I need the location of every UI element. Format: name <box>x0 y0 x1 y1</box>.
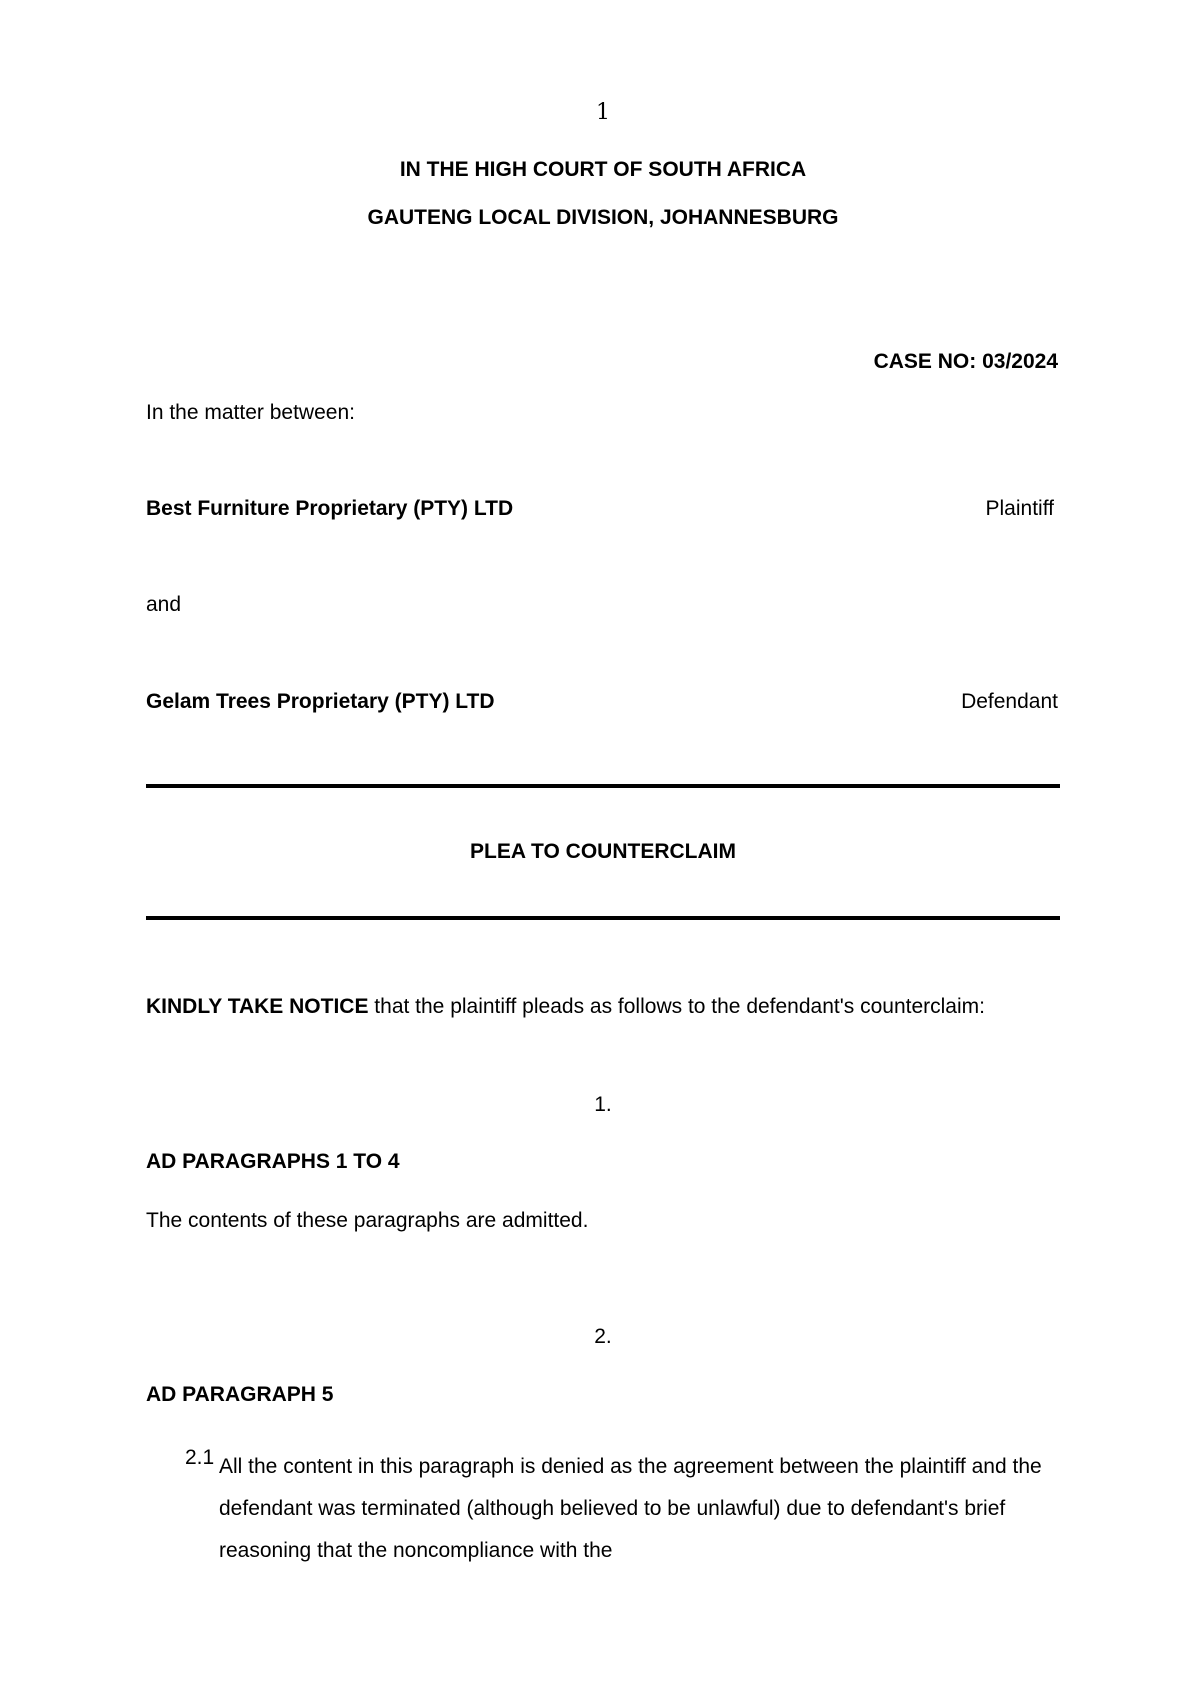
plaintiff-name: Best Furniture Proprietary (PTY) LTD <box>146 497 514 520</box>
subparagraph-text: All the content in this paragraph is denied as the agreement between the plaintiff and the defendant was terminated (although believed to be unlawful) due to defendant's brief reasoning that the noncompliance with the <box>219 1455 1042 1562</box>
case-number: CASE NO: 03/2024 <box>873 350 1058 373</box>
section-2-number: 2. <box>594 1325 612 1348</box>
defendant-name: Gelam Trees Proprietary (PTY) LTD <box>146 690 495 713</box>
notice-lead: KINDLY TAKE NOTICE <box>146 995 369 1018</box>
subparagraph-number: 2.1 <box>185 1446 215 1469</box>
title-rule-bottom <box>146 916 1060 920</box>
title-rule-top <box>146 784 1060 788</box>
section-1-heading: AD PARAGRAPHS 1 TO 4 <box>146 1150 400 1173</box>
court-name: IN THE HIGH COURT OF SOUTH AFRICA <box>399 158 807 181</box>
notice-paragraph <box>146 986 1060 1028</box>
page-number: 1 <box>596 100 610 125</box>
section-1-text: The contents of these paragraphs are admitted. <box>146 1209 589 1232</box>
court-division: GAUTENG LOCAL DIVISION, JOHANNESBURG <box>367 206 839 229</box>
section-2-heading: AD PARAGRAPH 5 <box>146 1383 334 1406</box>
conjunction-and: and <box>146 593 182 616</box>
document-title: PLEA TO COUNTERCLAIM <box>470 840 736 863</box>
matter-between: In the matter between: <box>146 401 355 424</box>
section-1-number: 1. <box>594 1093 612 1116</box>
defendant-role: Defendant <box>961 690 1058 713</box>
plaintiff-role: Plaintiff <box>985 497 1054 520</box>
notice-rest: that the plaintiff pleads as follows to the defendant's counterclaim: <box>368 995 985 1018</box>
